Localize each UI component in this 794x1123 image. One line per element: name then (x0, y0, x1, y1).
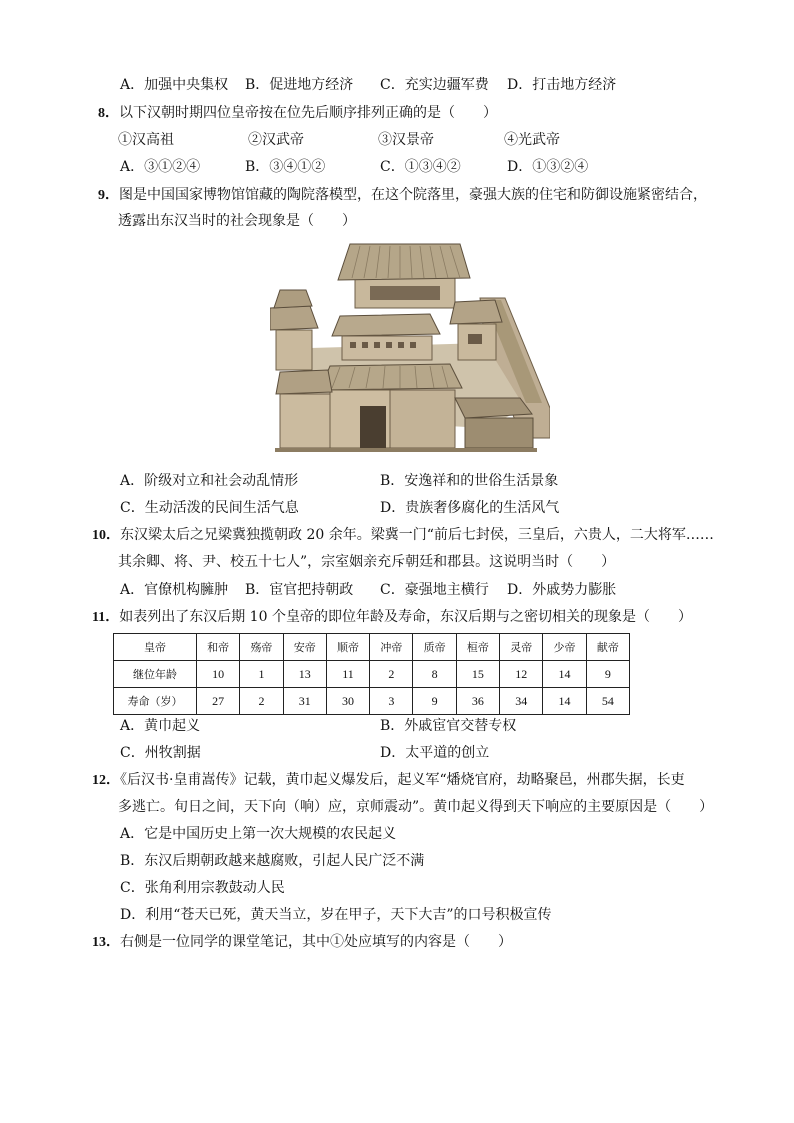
q10-option-b[interactable]: B．宦官把持朝政 (245, 582, 354, 598)
q13-number: 13． (92, 935, 120, 950)
q7-option-c[interactable]: C．充实边疆军费 (380, 77, 489, 93)
q10-option-d[interactable]: D．外戚势力膨胀 (507, 582, 617, 598)
q10-option-c[interactable]: C．豪强地主横行 (380, 582, 489, 598)
q7-option-a[interactable]: A．加强中央集权 (120, 77, 229, 93)
q11-number: 11． (92, 610, 120, 625)
table-cell: 31 (283, 688, 326, 715)
q8-stem-line (98, 103, 497, 124)
q12-number: 12． (92, 773, 120, 788)
table-cell: 2 (370, 661, 413, 688)
q9-stem-line-1 (98, 185, 707, 206)
q10-option-a[interactable]: A．官僚机构臃肿 (120, 582, 229, 598)
q8-option-a[interactable]: A．③①②④ (120, 159, 201, 175)
table-header-cell: 质帝 (413, 634, 456, 661)
q8-item-4: ④光武帝 (504, 132, 560, 148)
table-header-cell: 冲帝 (370, 634, 413, 661)
q10-stem-line-1 (92, 525, 714, 546)
q9-number: 9． (98, 188, 119, 203)
q7-option-d[interactable]: D．打击地方经济 (507, 77, 617, 93)
q8-item-1: ①汉高祖 (118, 132, 174, 148)
table-row-label: 寿命（岁） (114, 688, 197, 715)
table-cell: 14 (543, 688, 586, 715)
table-header-cell: 和帝 (197, 634, 240, 661)
q11-option-b[interactable]: B．外戚宦官交替专权 (380, 718, 517, 734)
q8-option-d[interactable]: D．①③②④ (507, 159, 589, 175)
q8-number: 8． (98, 106, 119, 121)
table-header-cell: 少帝 (543, 634, 586, 661)
table-cell: 1 (240, 661, 283, 688)
q11-stem: 如表列出了东汉后期 10 个皇帝的即位年龄及寿命，东汉后期与之密切相关的现象是（ ） (119, 609, 692, 625)
q12-option-b[interactable]: B．东汉后期朝政越来越腐败，引起人民广泛不满 (120, 853, 425, 869)
table-cell: 13 (283, 661, 326, 688)
table-cell: 30 (326, 688, 369, 715)
table-header-cell: 皇帝 (114, 634, 197, 661)
q13-stem: 右侧是一位同学的课堂笔记，其中①处应填写的内容是（ ） (120, 934, 512, 950)
table-header-cell: 桓帝 (456, 634, 499, 661)
table-cell: 36 (456, 688, 499, 715)
q9-option-c[interactable]: C．生动活泼的民间生活气息 (120, 500, 299, 516)
table-cell: 9 (413, 688, 456, 715)
emperor-age-table (113, 633, 630, 715)
table-cell: 34 (500, 688, 543, 715)
table-header-cell: 灵帝 (500, 634, 543, 661)
table-header-cell: 安帝 (283, 634, 326, 661)
q12-option-c[interactable]: C．张角利用宗教鼓动人民 (120, 880, 285, 896)
table-cell: 10 (197, 661, 240, 688)
table-cell: 14 (543, 661, 586, 688)
q10-stem-1: 东汉梁太后之兄梁冀独揽朝政 20 余年。梁冀一门“前后七封侯，三皇后，六贵人，二大将军…… (120, 527, 714, 543)
table-cell: 8 (413, 661, 456, 688)
q8-option-b[interactable]: B．③④①② (245, 159, 326, 175)
q11-option-d[interactable]: D．太平道的创立 (380, 745, 490, 761)
table-header-cell: 殇帝 (240, 634, 283, 661)
q8-option-c[interactable]: C．①③④② (380, 159, 461, 175)
table-header-cell: 顺帝 (326, 634, 369, 661)
pottery-courtyard-model-image (270, 238, 550, 460)
q10-number: 10． (92, 528, 120, 543)
table-row (114, 661, 630, 688)
table-cell: 9 (586, 661, 629, 688)
table-row (114, 688, 630, 715)
q11-option-a[interactable]: A．黄巾起义 (120, 718, 201, 734)
table-cell: 11 (326, 661, 369, 688)
q11-option-c[interactable]: C．州牧割据 (120, 745, 201, 761)
q10-stem-line-2: 其余卿、将、尹、校五十七人”，宗室姻亲充斥朝廷和郡县。这说明当时（ ） (118, 554, 616, 570)
table-cell: 15 (456, 661, 499, 688)
q12-stem-line-1 (92, 770, 685, 791)
q8-item-2: ②汉武帝 (248, 132, 304, 148)
table-header-cell: 献帝 (586, 634, 629, 661)
q13-stem-line (92, 932, 512, 953)
q9-option-b[interactable]: B．安逸祥和的世俗生活景象 (380, 473, 559, 489)
table-cell: 27 (197, 688, 240, 715)
q9-option-a[interactable]: A．阶级对立和社会动乱情形 (120, 473, 299, 489)
q7-option-b[interactable]: B．促进地方经济 (245, 77, 354, 93)
q12-option-d[interactable]: D．利用“苍天已死，黄天当立，岁在甲子，天下大吉”的口号积极宣传 (120, 907, 552, 923)
q12-stem-line-2: 多逃亡。旬日之间，天下向（响）应，京师震动”。黄巾起义得到天下响应的主要原因是（ ） (118, 799, 714, 815)
table-header-row (114, 634, 630, 661)
table-cell: 3 (370, 688, 413, 715)
q9-option-d[interactable]: D．贵族奢侈腐化的生活风气 (380, 500, 560, 516)
q12-stem-1: 《后汉书·皇甫嵩传》记载，黄巾起义爆发后，起义军“燔烧官府，劫略聚邑，州郡失据，长吏 (120, 772, 685, 788)
table-cell: 12 (500, 661, 543, 688)
q11-stem-line (92, 607, 692, 628)
table-cell: 54 (586, 688, 629, 715)
q8-stem: 以下汉朝时期四位皇帝按在位先后顺序排列正确的是（ ） (119, 105, 497, 121)
q12-option-a[interactable]: A．它是中国历史上第一次大规模的农民起义 (120, 826, 397, 842)
table-row-label: 继位年龄 (114, 661, 197, 688)
q9-stem-1: 图是中国国家博物馆馆藏的陶院落模型，在这个院落里，豪强大族的住宅和防御设施紧密结合， (119, 187, 707, 203)
q8-item-3: ③汉景帝 (378, 132, 434, 148)
q9-stem-line-2: 透露出东汉当时的社会现象是（ ） (118, 213, 356, 229)
table-cell: 2 (240, 688, 283, 715)
